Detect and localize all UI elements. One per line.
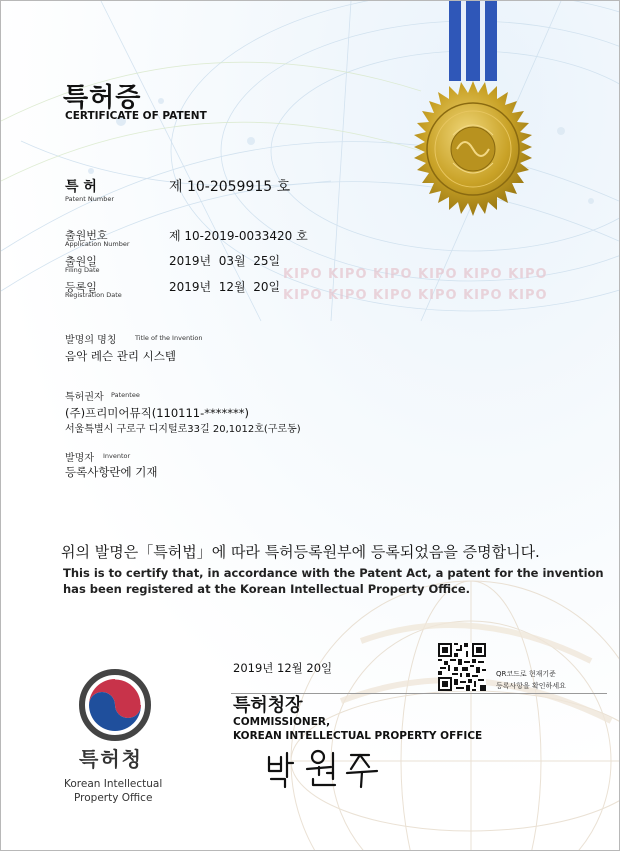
patentee-address: 서울특별시 구로구 디지털로33길 20,1012호(구로동): [65, 424, 301, 435]
patent-number-value: 제 10-2059915 호: [169, 179, 291, 195]
patent-number-label-en: Patent Number: [65, 195, 115, 203]
watermark-kipo-row-2: KIPO KIPO KIPO KIPO KIPO KIPO: [283, 288, 548, 303]
filing-date-value: 2019년 03월 25일: [169, 254, 281, 268]
gold-seal-icon: [399, 79, 547, 227]
qr-note-line2: 등록사항을 확인하세요: [496, 682, 566, 690]
commissioner-title-ko: 특허청장: [233, 695, 303, 716]
certification-statement-ko: 위의 발명은「특허법」에 따라 특허등록원부에 등록되었음을 증명합니다.: [61, 543, 540, 561]
registration-date-label-en: Registration Date: [65, 291, 122, 299]
registration-date-label: 등록일: [65, 281, 97, 294]
application-number-value: 제 10-2019-0033420 호: [169, 229, 308, 243]
watermark-kipo-row-1: KIPO KIPO KIPO KIPO KIPO KIPO: [283, 267, 548, 282]
kipo-taegeuk-logo-icon: [79, 669, 151, 741]
patentee-label: 특허권자: [65, 392, 104, 403]
filing-date-label-en: Filing Date: [65, 266, 100, 274]
commissioner-title-en-line1: COMMISSIONER,: [233, 716, 331, 728]
office-name-en-line2: Property Office: [74, 792, 153, 804]
filing-date-label: 출원일: [65, 255, 97, 268]
application-number-label-en: Application Number: [65, 240, 130, 248]
inventor-label: 발명자: [65, 453, 94, 464]
office-name-en-line1: Korean Intellectual: [64, 778, 163, 790]
commissioner-title-en-line2: KOREAN INTELLECTUAL PROPERTY OFFICE: [233, 730, 483, 742]
certificate-title-en: CERTIFICATE OF PATENT: [65, 110, 207, 122]
invention-title-label-en: Title of the Invention: [135, 334, 203, 342]
inventor-value: 등록사항란에 기재: [65, 465, 158, 479]
certification-statement-en-line1: This is to certify that, in accordance with the Patent Act, a patent for the invention: [63, 566, 604, 580]
certification-statement-en-line2: has been registered at the Korean Intellectual Property Office.: [63, 582, 471, 596]
application-number-label: 출원번호: [65, 229, 108, 242]
commissioner-signature: [263, 745, 393, 789]
patent-number-label: 특 허: [65, 179, 97, 195]
registration-date-value: 2019년 12월 20일: [169, 280, 281, 294]
patentee-label-en: Patentee: [111, 391, 140, 399]
patentee-name: (주)프리미어뮤직(110111-*******): [65, 406, 250, 420]
invention-title-label: 발명의 명칭: [65, 335, 117, 346]
qr-code-icon: [438, 643, 486, 691]
invention-title-value: 음악 레슨 관리 시스템: [65, 349, 176, 363]
inventor-label-en: Inventor: [103, 452, 131, 460]
certificate-title-ko: 특허증: [63, 83, 142, 113]
qr-note-line1: QR코드로 현재기준: [496, 670, 556, 678]
blue-ribbon: [449, 1, 497, 81]
office-name-ko: 특허청: [79, 747, 143, 771]
issue-date: 2019년 12월 20일: [233, 661, 333, 675]
